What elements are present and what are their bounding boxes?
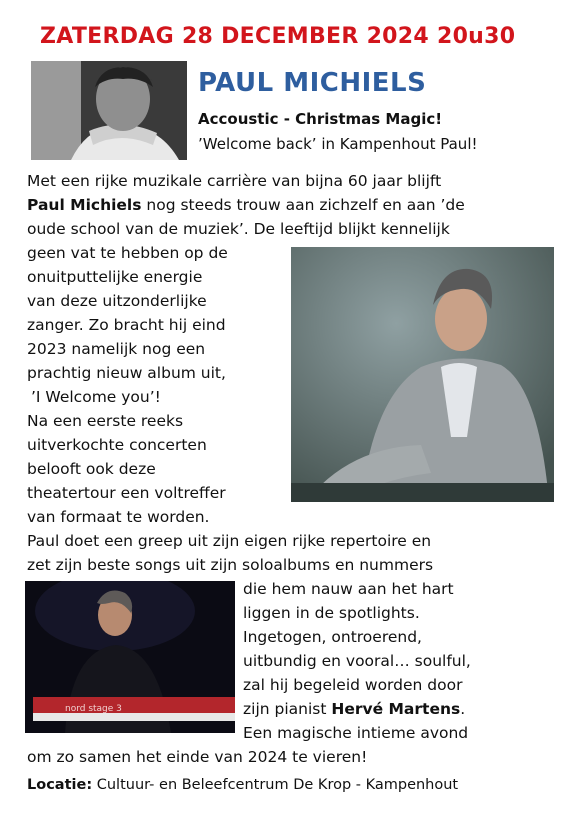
body-line-14: theatertour een voltreffer [27,484,226,502]
body-line-3: oude school van de muziek’. De leeftijd blijkt kennelijk [27,220,450,238]
show-subtitle: Accoustic - Christmas Magic! [198,110,443,128]
body-line-19: liggen in de spotlights. [243,604,420,622]
body-line-2-rest: nog steeds trouw aan zichzelf en aan ’de [141,196,465,214]
singer-illustration [291,247,554,502]
body-line-23 [243,702,465,718]
body-line-17: zet zijn beste songs uit zijn soloalbums en nummers [27,556,434,574]
body-line-4: geen vat te hebben op de [27,244,228,262]
body-line-16: Paul doet een greep uit zijn eigen rijke repertoire en [27,532,432,550]
location-label: Locatie: [27,777,93,793]
body-line-10: ’I Welcome you’! [31,388,161,406]
body-line-2 [27,198,465,214]
artist-name-bold: Paul Michiels [27,196,142,214]
body-line-15: van formaat te worden. [27,508,210,526]
body-line-24: Een magische intieme avond [243,724,469,742]
pianist-photo [25,581,235,733]
body-line-7: zanger. Zo bracht hij eind [27,316,226,334]
pianist-name-bold: Hervé Martens [331,700,461,718]
body-line-1: Met een rijke muzikale carrière van bijna 60 jaar blijft [27,172,442,190]
body-line-18: die hem nauw aan het hart [243,580,454,598]
body-line-20: Ingetogen, ontroerend, [243,628,422,646]
body-line-22: zal hij begeleid worden door [243,676,463,694]
body-line-23-post: . [460,700,466,718]
portrait-illustration [31,61,187,160]
artist-title: PAUL MICHIELS [198,68,427,98]
portrait-photo [31,61,187,160]
body-line-11: Na een eerste reeks [27,412,184,430]
event-date-heading: ZATERDAG 28 DECEMBER 2024 20u30 [40,24,516,49]
location-value: Cultuur- en Beleefcentrum De Krop - Kampenhout [92,777,459,793]
body-line-23-pre: zijn pianist [243,700,332,718]
pianist-illustration [25,581,235,733]
keyboard-brand-text: nord stage 3 [65,704,122,714]
body-line-8: 2023 namelijk nog een [27,340,206,358]
body-line-5: onuitputtelijke energie [27,268,203,286]
body-line-9: prachtig nieuw album uit, [27,364,226,382]
body-line-12: uitverkochte concerten [27,436,207,454]
body-line-6: van deze uitzonderlijke [27,292,207,310]
body-line-13: belooft ook deze [27,460,156,478]
location-line [27,777,458,793]
body-line-25: om zo samen het einde van 2024 te vieren! [27,748,368,766]
body-line-21: uitbundig en vooral… soulful, [243,652,471,670]
singer-photo [291,247,554,502]
show-tagline: ’Welcome back’ in Kampenhout Paul! [198,135,478,153]
